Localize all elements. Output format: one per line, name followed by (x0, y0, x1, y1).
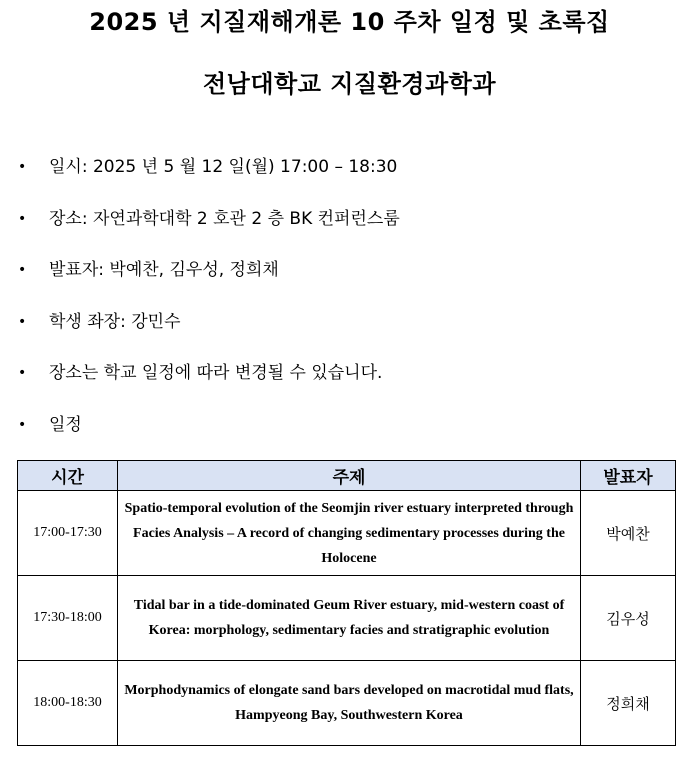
info-text: 장소는 학교 일정에 따라 변경될 수 있습니다. (49, 363, 383, 383)
bullet-icon: • (18, 262, 27, 278)
cell-presenter: 박예찬 (581, 491, 676, 576)
bullet-icon: • (18, 416, 27, 433)
cell-time: 17:00-17:30 (18, 491, 118, 576)
info-list (0, 150, 400, 459)
schedule-table (17, 460, 676, 746)
column-header-topic: 주제 (118, 461, 581, 491)
bullet-icon: • (18, 210, 27, 227)
bullet-icon: • (18, 313, 27, 330)
info-text: 발표자: 박예찬, 김우성, 정희채 (49, 260, 279, 280)
info-item-schedule-heading (0, 408, 400, 460)
cell-presenter: 정희채 (581, 661, 676, 746)
table-row (18, 491, 676, 576)
department-title: 전남대학교 지질환경과학과 (202, 70, 497, 98)
table-row (18, 576, 676, 661)
cell-presenter: 김우성 (581, 576, 676, 661)
info-text: 학생 좌장: 강민수 (49, 311, 181, 332)
cell-topic: Tidal bar in a tide-dominated Geum River estuary, mid-western coast of Korea: morphology, sedimentary facies and stratigraphic evolution (118, 576, 581, 661)
cell-time: 17:30-18:00 (18, 576, 118, 661)
table-row (18, 661, 676, 746)
info-item-location (0, 202, 400, 254)
info-text: 일시: 2025 년 5 월 12 일(월) 17:00 – 18:30 (49, 157, 398, 177)
info-item-notice (0, 356, 400, 408)
table-header-row (18, 461, 676, 491)
info-text: 장소: 자연과학대학 2 호관 2 층 BK 컨퍼런스룸 (49, 208, 400, 229)
column-header-presenter: 발표자 (581, 461, 676, 491)
info-item-chair (0, 305, 400, 357)
cell-topic: Spatio-temporal evolution of the Seomjin river estuary interpreted through Facies Analysis – A record of changing sedimentary processes during the Holocene (118, 491, 581, 576)
cell-time: 18:00-18:30 (18, 661, 118, 746)
bullet-icon: • (18, 159, 27, 175)
cell-topic: Morphodynamics of elongate sand bars developed on macrotidal mud flats, Hampyeong Bay, Southwestern Korea (118, 661, 581, 746)
column-header-time: 시간 (18, 461, 118, 491)
bullet-icon: • (18, 365, 27, 381)
info-text: 일정 (49, 414, 82, 435)
info-item-date (0, 150, 400, 202)
page-title: 2025 년 지질재해개론 10 주차 일정 및 초록집 (89, 8, 610, 36)
info-item-presenters (0, 253, 400, 305)
